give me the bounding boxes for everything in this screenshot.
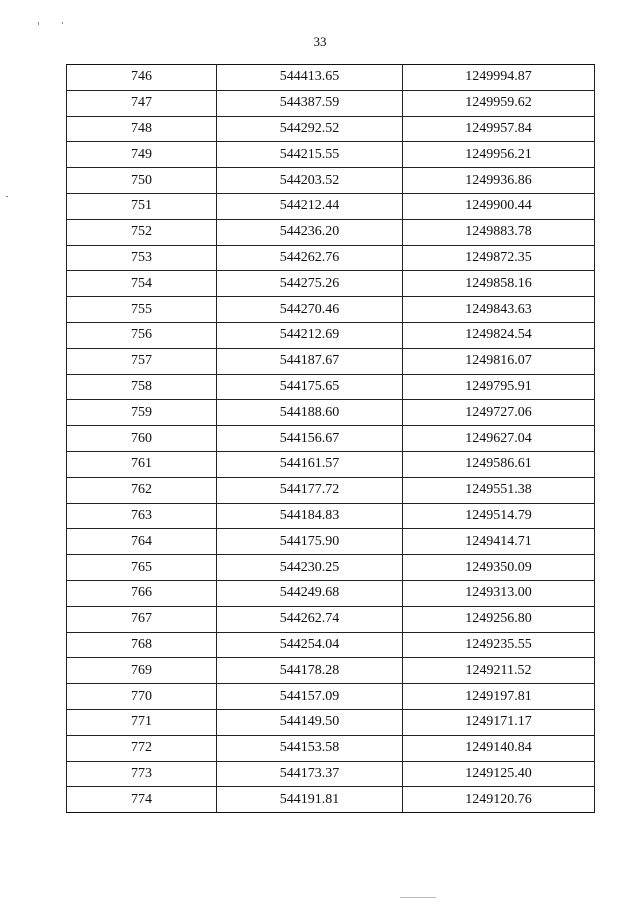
table-row (67, 193, 595, 219)
table-row (67, 65, 595, 91)
table-row (67, 168, 595, 194)
table-row (67, 503, 595, 529)
point-number-cell: 750 (67, 168, 217, 194)
x-coordinate-cell: 544236.20 (217, 219, 403, 245)
point-number-cell: 749 (67, 142, 217, 168)
x-coordinate-cell: 544262.74 (217, 606, 403, 632)
table-row (67, 761, 595, 787)
y-coordinate-cell: 1249883.78 (403, 219, 595, 245)
table-row (67, 529, 595, 555)
scan-speck (6, 196, 8, 197)
point-number-cell: 761 (67, 451, 217, 477)
x-coordinate-cell: 544184.83 (217, 503, 403, 529)
x-coordinate-cell: 544156.67 (217, 426, 403, 452)
y-coordinate-cell: 1249256.80 (403, 606, 595, 632)
x-coordinate-cell: 544230.25 (217, 555, 403, 581)
point-number-cell: 772 (67, 735, 217, 761)
x-coordinate-cell: 544173.37 (217, 761, 403, 787)
point-number-cell: 763 (67, 503, 217, 529)
y-coordinate-cell: 1249514.79 (403, 503, 595, 529)
point-number-cell: 751 (67, 193, 217, 219)
x-coordinate-cell: 544262.76 (217, 245, 403, 271)
y-coordinate-cell: 1249956.21 (403, 142, 595, 168)
point-number-cell: 759 (67, 400, 217, 426)
table-body (67, 65, 595, 813)
table-row (67, 219, 595, 245)
table-row (67, 632, 595, 658)
table-row (67, 116, 595, 142)
point-number-cell: 748 (67, 116, 217, 142)
coordinates-table (66, 64, 595, 813)
y-coordinate-cell: 1249858.16 (403, 271, 595, 297)
point-number-cell: 765 (67, 555, 217, 581)
y-coordinate-cell: 1249551.38 (403, 477, 595, 503)
y-coordinate-cell: 1249816.07 (403, 348, 595, 374)
y-coordinate-cell: 1249140.84 (403, 735, 595, 761)
point-number-cell: 757 (67, 348, 217, 374)
scan-speck (400, 897, 436, 898)
y-coordinate-cell: 1249125.40 (403, 761, 595, 787)
table-row (67, 477, 595, 503)
y-coordinate-cell: 1249900.44 (403, 193, 595, 219)
x-coordinate-cell: 544188.60 (217, 400, 403, 426)
y-coordinate-cell: 1249994.87 (403, 65, 595, 91)
x-coordinate-cell: 544161.57 (217, 451, 403, 477)
table-row (67, 322, 595, 348)
x-coordinate-cell: 544178.28 (217, 658, 403, 684)
table-row (67, 142, 595, 168)
point-number-cell: 774 (67, 787, 217, 813)
x-coordinate-cell: 544149.50 (217, 709, 403, 735)
point-number-cell: 768 (67, 632, 217, 658)
y-coordinate-cell: 1249824.54 (403, 322, 595, 348)
table-row (67, 580, 595, 606)
point-number-cell: 756 (67, 322, 217, 348)
table-row (67, 606, 595, 632)
x-coordinate-cell: 544187.67 (217, 348, 403, 374)
y-coordinate-cell: 1249171.17 (403, 709, 595, 735)
y-coordinate-cell: 1249350.09 (403, 555, 595, 581)
y-coordinate-cell: 1249120.76 (403, 787, 595, 813)
y-coordinate-cell: 1249936.86 (403, 168, 595, 194)
point-number-cell: 773 (67, 761, 217, 787)
y-coordinate-cell: 1249414.71 (403, 529, 595, 555)
table-row (67, 374, 595, 400)
point-number-cell: 769 (67, 658, 217, 684)
x-coordinate-cell: 544270.46 (217, 297, 403, 323)
y-coordinate-cell: 1249313.00 (403, 580, 595, 606)
table-row (67, 400, 595, 426)
y-coordinate-cell: 1249586.61 (403, 451, 595, 477)
x-coordinate-cell: 544157.09 (217, 684, 403, 710)
point-number-cell: 764 (67, 529, 217, 555)
table-row (67, 658, 595, 684)
table-row (67, 245, 595, 271)
point-number-cell: 770 (67, 684, 217, 710)
x-coordinate-cell: 544413.65 (217, 65, 403, 91)
x-coordinate-cell: 544177.72 (217, 477, 403, 503)
y-coordinate-cell: 1249627.04 (403, 426, 595, 452)
table-row (67, 735, 595, 761)
point-number-cell: 762 (67, 477, 217, 503)
x-coordinate-cell: 544387.59 (217, 90, 403, 116)
point-number-cell: 771 (67, 709, 217, 735)
x-coordinate-cell: 544254.04 (217, 632, 403, 658)
x-coordinate-cell: 544191.81 (217, 787, 403, 813)
x-coordinate-cell: 544215.55 (217, 142, 403, 168)
y-coordinate-cell: 1249843.63 (403, 297, 595, 323)
y-coordinate-cell: 1249197.81 (403, 684, 595, 710)
x-coordinate-cell: 544203.52 (217, 168, 403, 194)
table-row (67, 709, 595, 735)
point-number-cell: 752 (67, 219, 217, 245)
scan-speck (62, 22, 63, 24)
point-number-cell: 754 (67, 271, 217, 297)
table-row (67, 90, 595, 116)
point-number-cell: 746 (67, 65, 217, 91)
table-row (67, 451, 595, 477)
y-coordinate-cell: 1249959.62 (403, 90, 595, 116)
point-number-cell: 767 (67, 606, 217, 632)
table-row (67, 787, 595, 813)
point-number-cell: 760 (67, 426, 217, 452)
y-coordinate-cell: 1249795.91 (403, 374, 595, 400)
table-row (67, 271, 595, 297)
table-row (67, 297, 595, 323)
x-coordinate-cell: 544249.68 (217, 580, 403, 606)
point-number-cell: 747 (67, 90, 217, 116)
table-row (67, 426, 595, 452)
y-coordinate-cell: 1249235.55 (403, 632, 595, 658)
x-coordinate-cell: 544153.58 (217, 735, 403, 761)
point-number-cell: 758 (67, 374, 217, 400)
x-coordinate-cell: 544292.52 (217, 116, 403, 142)
y-coordinate-cell: 1249211.52 (403, 658, 595, 684)
y-coordinate-cell: 1249872.35 (403, 245, 595, 271)
x-coordinate-cell: 544275.26 (217, 271, 403, 297)
x-coordinate-cell: 544175.65 (217, 374, 403, 400)
y-coordinate-cell: 1249727.06 (403, 400, 595, 426)
y-coordinate-cell: 1249957.84 (403, 116, 595, 142)
x-coordinate-cell: 544212.44 (217, 193, 403, 219)
table-row (67, 684, 595, 710)
point-number-cell: 753 (67, 245, 217, 271)
point-number-cell: 755 (67, 297, 217, 323)
point-number-cell: 766 (67, 580, 217, 606)
x-coordinate-cell: 544175.90 (217, 529, 403, 555)
scan-speck (38, 22, 39, 25)
x-coordinate-cell: 544212.69 (217, 322, 403, 348)
table-row (67, 348, 595, 374)
page-number: 33 (313, 34, 327, 49)
table-row (67, 555, 595, 581)
